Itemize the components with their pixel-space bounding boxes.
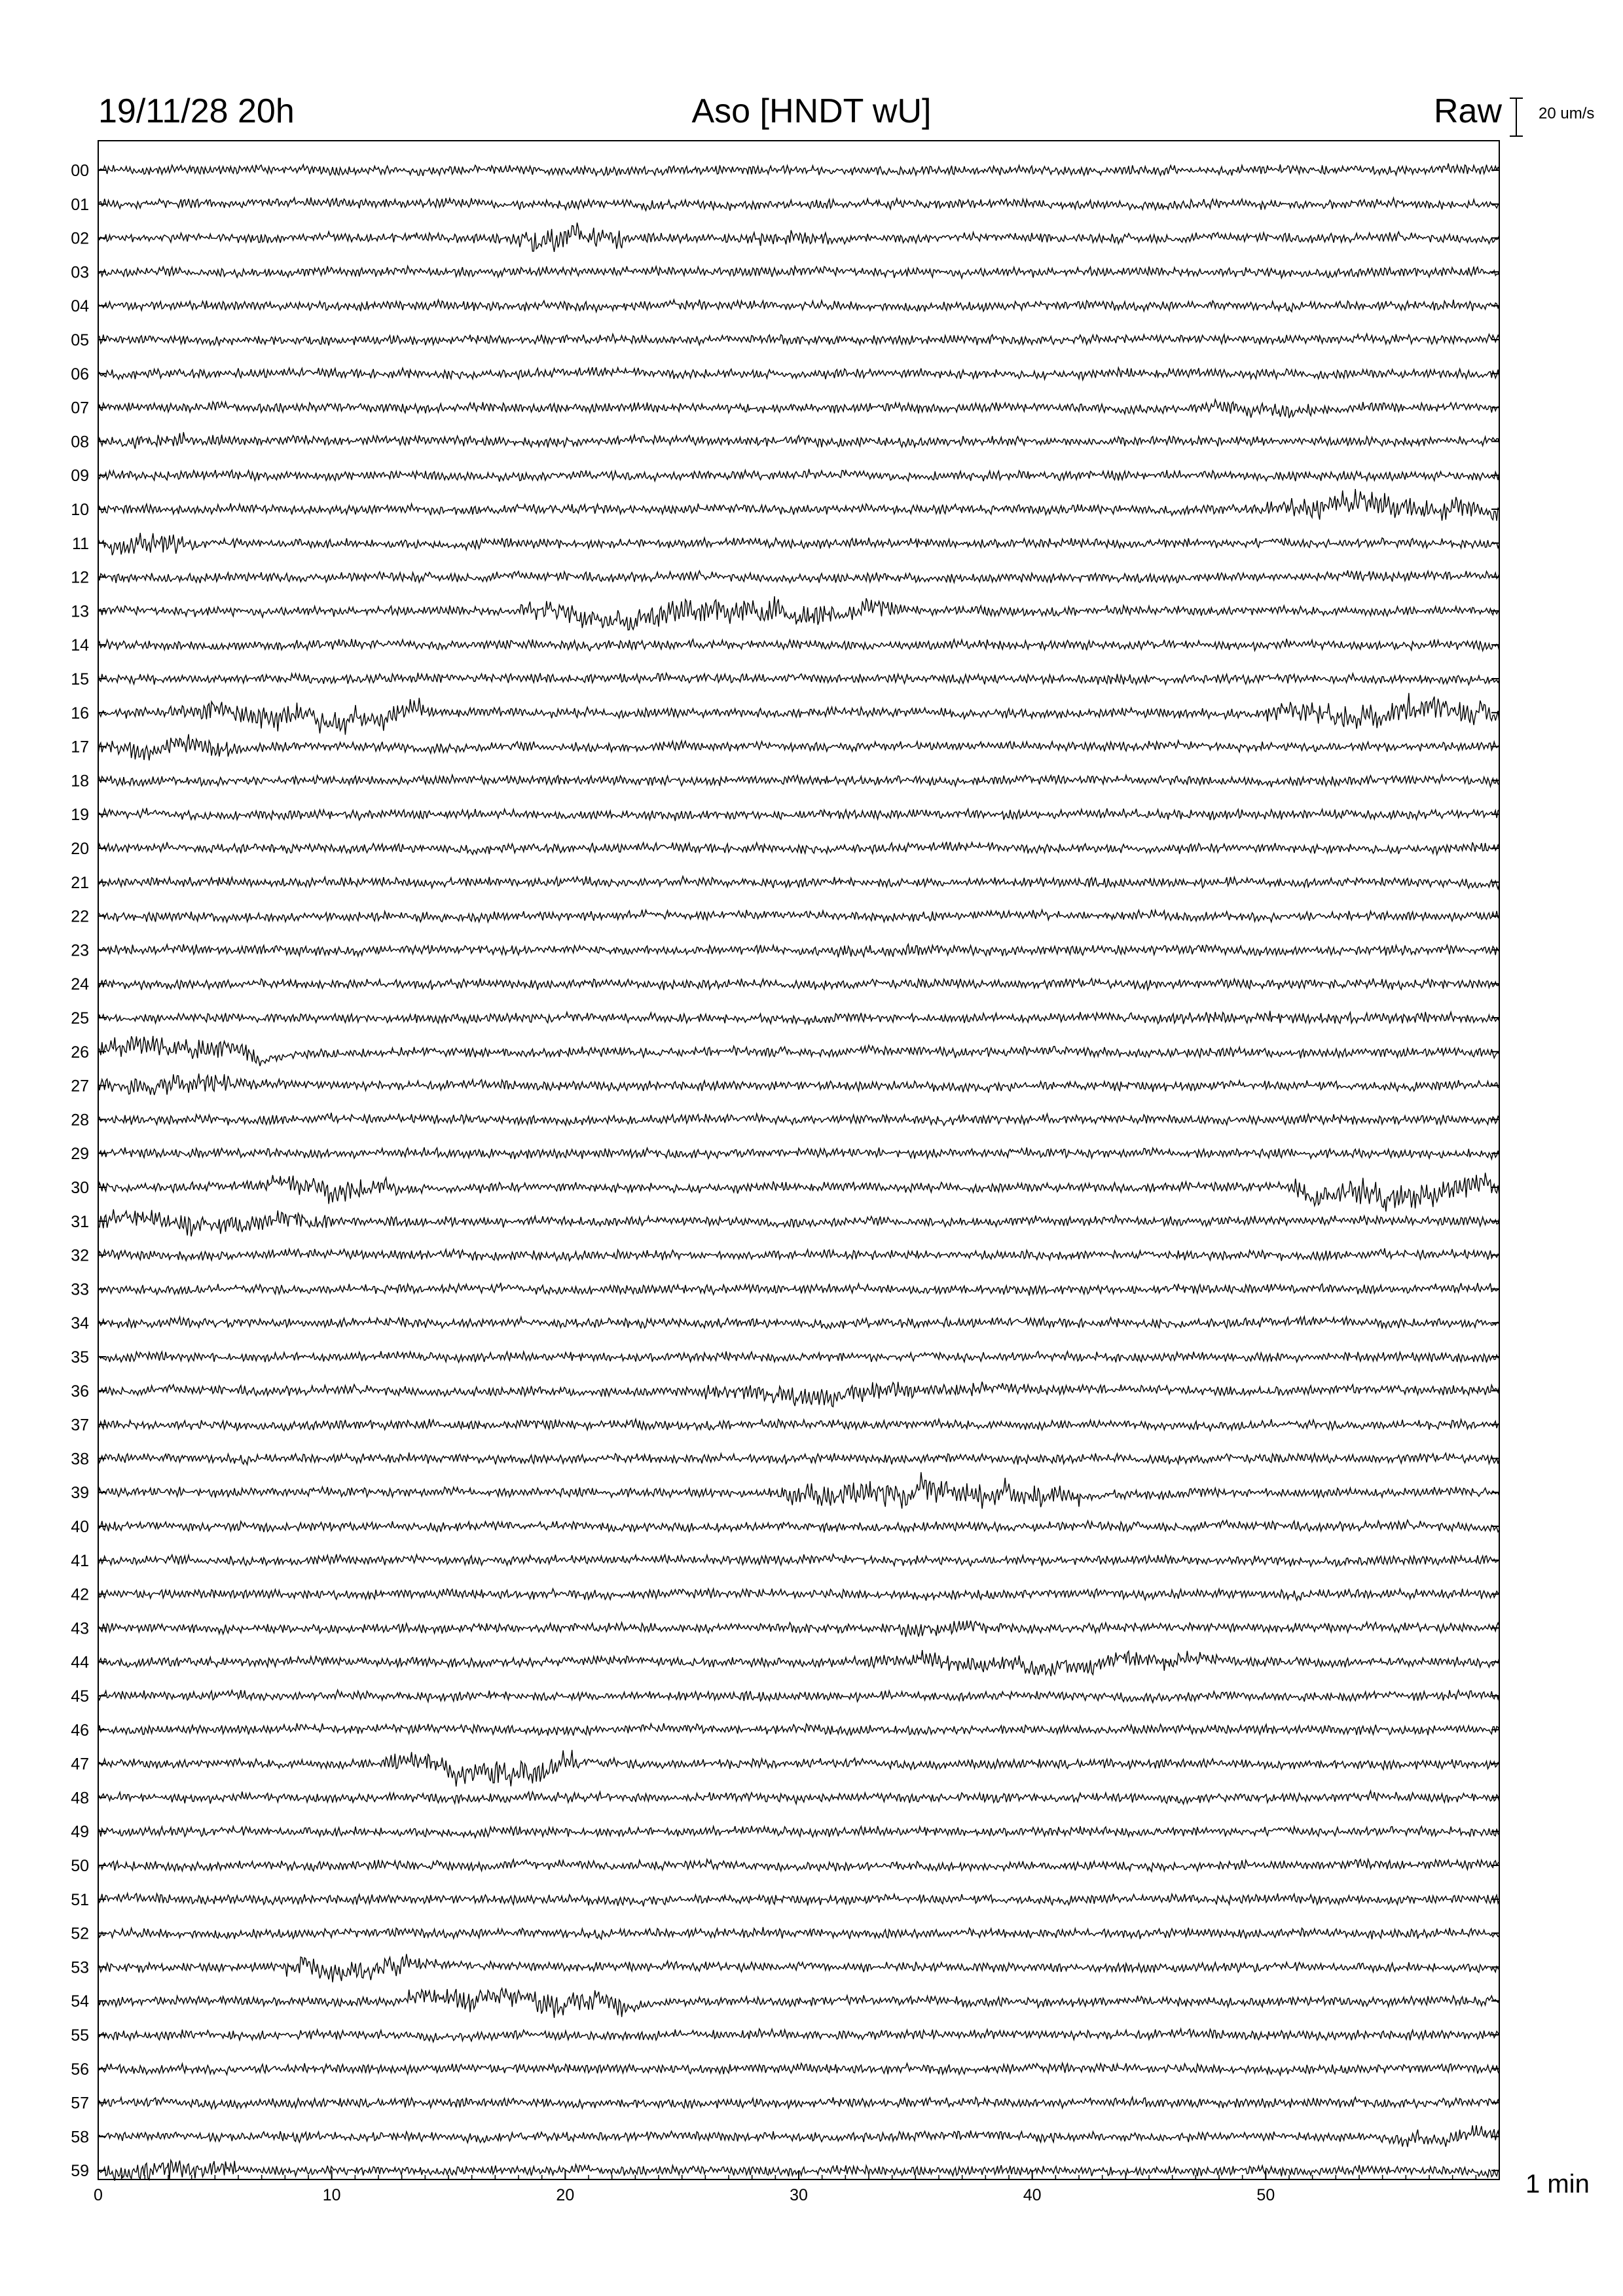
row-label: 58 [71,2128,89,2147]
row-label: 59 [71,2162,89,2181]
row-label: 12 [71,568,89,587]
row-label: 22 [71,907,89,926]
trace-row [98,1283,1499,1296]
trace-row [98,1011,1499,1025]
row-label: 44 [71,1653,89,1672]
row-label: 17 [71,738,89,757]
row-label: 51 [71,1890,89,1909]
row-label: 52 [71,1924,89,1943]
row-label: 16 [71,704,89,723]
row-label: 06 [71,365,89,384]
trace-row [98,673,1499,685]
row-label: 32 [71,1246,89,1265]
trace-row [98,400,1499,418]
row-label: 31 [71,1212,89,1231]
row-label: 56 [71,2060,89,2079]
row-label: 29 [71,1145,89,1164]
trace-row [98,639,1499,651]
trace-row [98,910,1499,922]
row-label: 19 [71,806,89,825]
row-label: 00 [71,162,89,180]
row-label: 41 [71,1551,89,1570]
x-tick-label: 40 [1023,2186,1042,2204]
trace-row [98,842,1499,854]
plot-datetime: 19/11/28 20h [98,92,295,130]
row-label-layer [71,162,89,2180]
trace-row [98,1750,1499,1787]
row-label: 15 [71,670,89,689]
trace-row [98,1248,1499,1261]
trace-layer [98,164,1499,2181]
x-tick-label: 50 [1256,2186,1275,2204]
row-label: 11 [72,534,89,553]
trace-row [98,1826,1499,1838]
trace-row [98,1893,1499,1907]
trace-row [98,432,1499,448]
row-label: 33 [71,1280,89,1299]
trace-row [98,1791,1499,1804]
x-tick-label: 0 [94,2186,103,2204]
trace-row [98,2029,1499,2042]
trace-row [98,198,1499,211]
trace-row [98,300,1499,312]
trace-row [98,1036,1499,1066]
row-label: 08 [71,433,89,452]
row-label: 48 [71,1789,89,1808]
trace-row [98,1351,1499,1362]
row-label: 01 [71,195,89,214]
trace-row [98,1988,1499,2018]
trace-row [98,1954,1499,1982]
trace-row [98,876,1499,889]
row-label: 43 [71,1619,89,1638]
trace-row [98,2063,1499,2075]
row-label: 36 [71,1382,89,1401]
row-label: 57 [71,2094,89,2113]
trace-row [98,1419,1499,1431]
row-label: 35 [71,1348,89,1367]
x-axis-unit-label: 1 min [1525,2170,1590,2198]
row-label: 07 [71,399,89,418]
row-label: 14 [71,636,89,655]
row-label: 34 [71,1314,89,1333]
trace-row [98,570,1499,583]
trace-row [98,1927,1499,1939]
amplitude-scale-label: 20 um/s [1539,105,1595,122]
trace-row [98,223,1499,252]
trace-row [98,1382,1499,1407]
trace-row [98,693,1499,735]
trace-row [98,1650,1499,1676]
trace-row [98,1113,1499,1126]
row-label: 27 [71,1077,89,1096]
row-label: 24 [71,975,89,994]
row-label: 18 [71,772,89,791]
trace-row [98,1554,1499,1567]
trace-row [98,808,1499,821]
row-label: 05 [71,331,89,350]
trace-row [98,469,1499,482]
row-label: 54 [71,1992,89,2011]
row-label: 50 [71,1857,89,1875]
plot-mode-label: Raw [1434,92,1503,130]
trace-row [98,1859,1499,1872]
trace-row [98,1210,1499,1236]
trace-row [98,1723,1499,1736]
trace-row [98,1621,1499,1637]
plot-title: Aso [HNDT wU] [691,92,932,130]
trace-row [98,2125,1499,2147]
x-tick-label: 10 [322,2186,341,2204]
trace-row [98,164,1499,176]
row-label: 55 [71,2026,89,2045]
row-label: 42 [71,1585,89,1604]
row-label: 37 [71,1416,89,1435]
trace-row [98,334,1499,346]
row-label: 40 [71,1518,89,1536]
trace-row [98,775,1499,787]
row-label: 28 [71,1111,89,1130]
x-tick-label: 30 [790,2186,808,2204]
trace-row [98,596,1499,630]
row-label: 23 [71,941,89,960]
trace-row [98,734,1499,761]
row-label: 25 [71,1009,89,1028]
trace-row [98,978,1499,990]
trace-row [98,1173,1499,1211]
trace-row [98,533,1499,555]
row-label: 38 [71,1450,89,1469]
trace-row [98,944,1499,958]
plot-frame [98,141,1499,2179]
row-label: 49 [71,1823,89,1842]
row-label: 09 [71,467,89,486]
trace-row [98,489,1499,521]
row-label: 39 [71,1484,89,1503]
x-tick-label: 20 [556,2186,575,2204]
trace-row [98,1073,1499,1095]
row-label: 30 [71,1179,89,1197]
trace-row [98,266,1499,278]
trace-row [98,1690,1499,1702]
trace-row [98,1452,1499,1465]
row-label: 21 [71,873,89,892]
row-label: 10 [71,501,89,519]
row-label: 04 [71,297,89,316]
row-label: 53 [71,1958,89,1977]
trace-row [98,2097,1499,2109]
trace-row [98,1588,1499,1600]
row-label: 20 [71,840,89,858]
trace-row [98,1520,1499,1533]
row-label: 47 [71,1755,89,1774]
trace-row [98,1472,1499,1509]
row-label: 02 [71,229,89,248]
row-label: 46 [71,1721,89,1740]
trace-row [98,1147,1499,1159]
row-label: 13 [71,602,89,621]
row-label: 03 [71,263,89,282]
row-label: 45 [71,1687,89,1706]
row-label: 26 [71,1043,89,1062]
trace-row [98,367,1499,380]
trace-row [98,1317,1499,1329]
